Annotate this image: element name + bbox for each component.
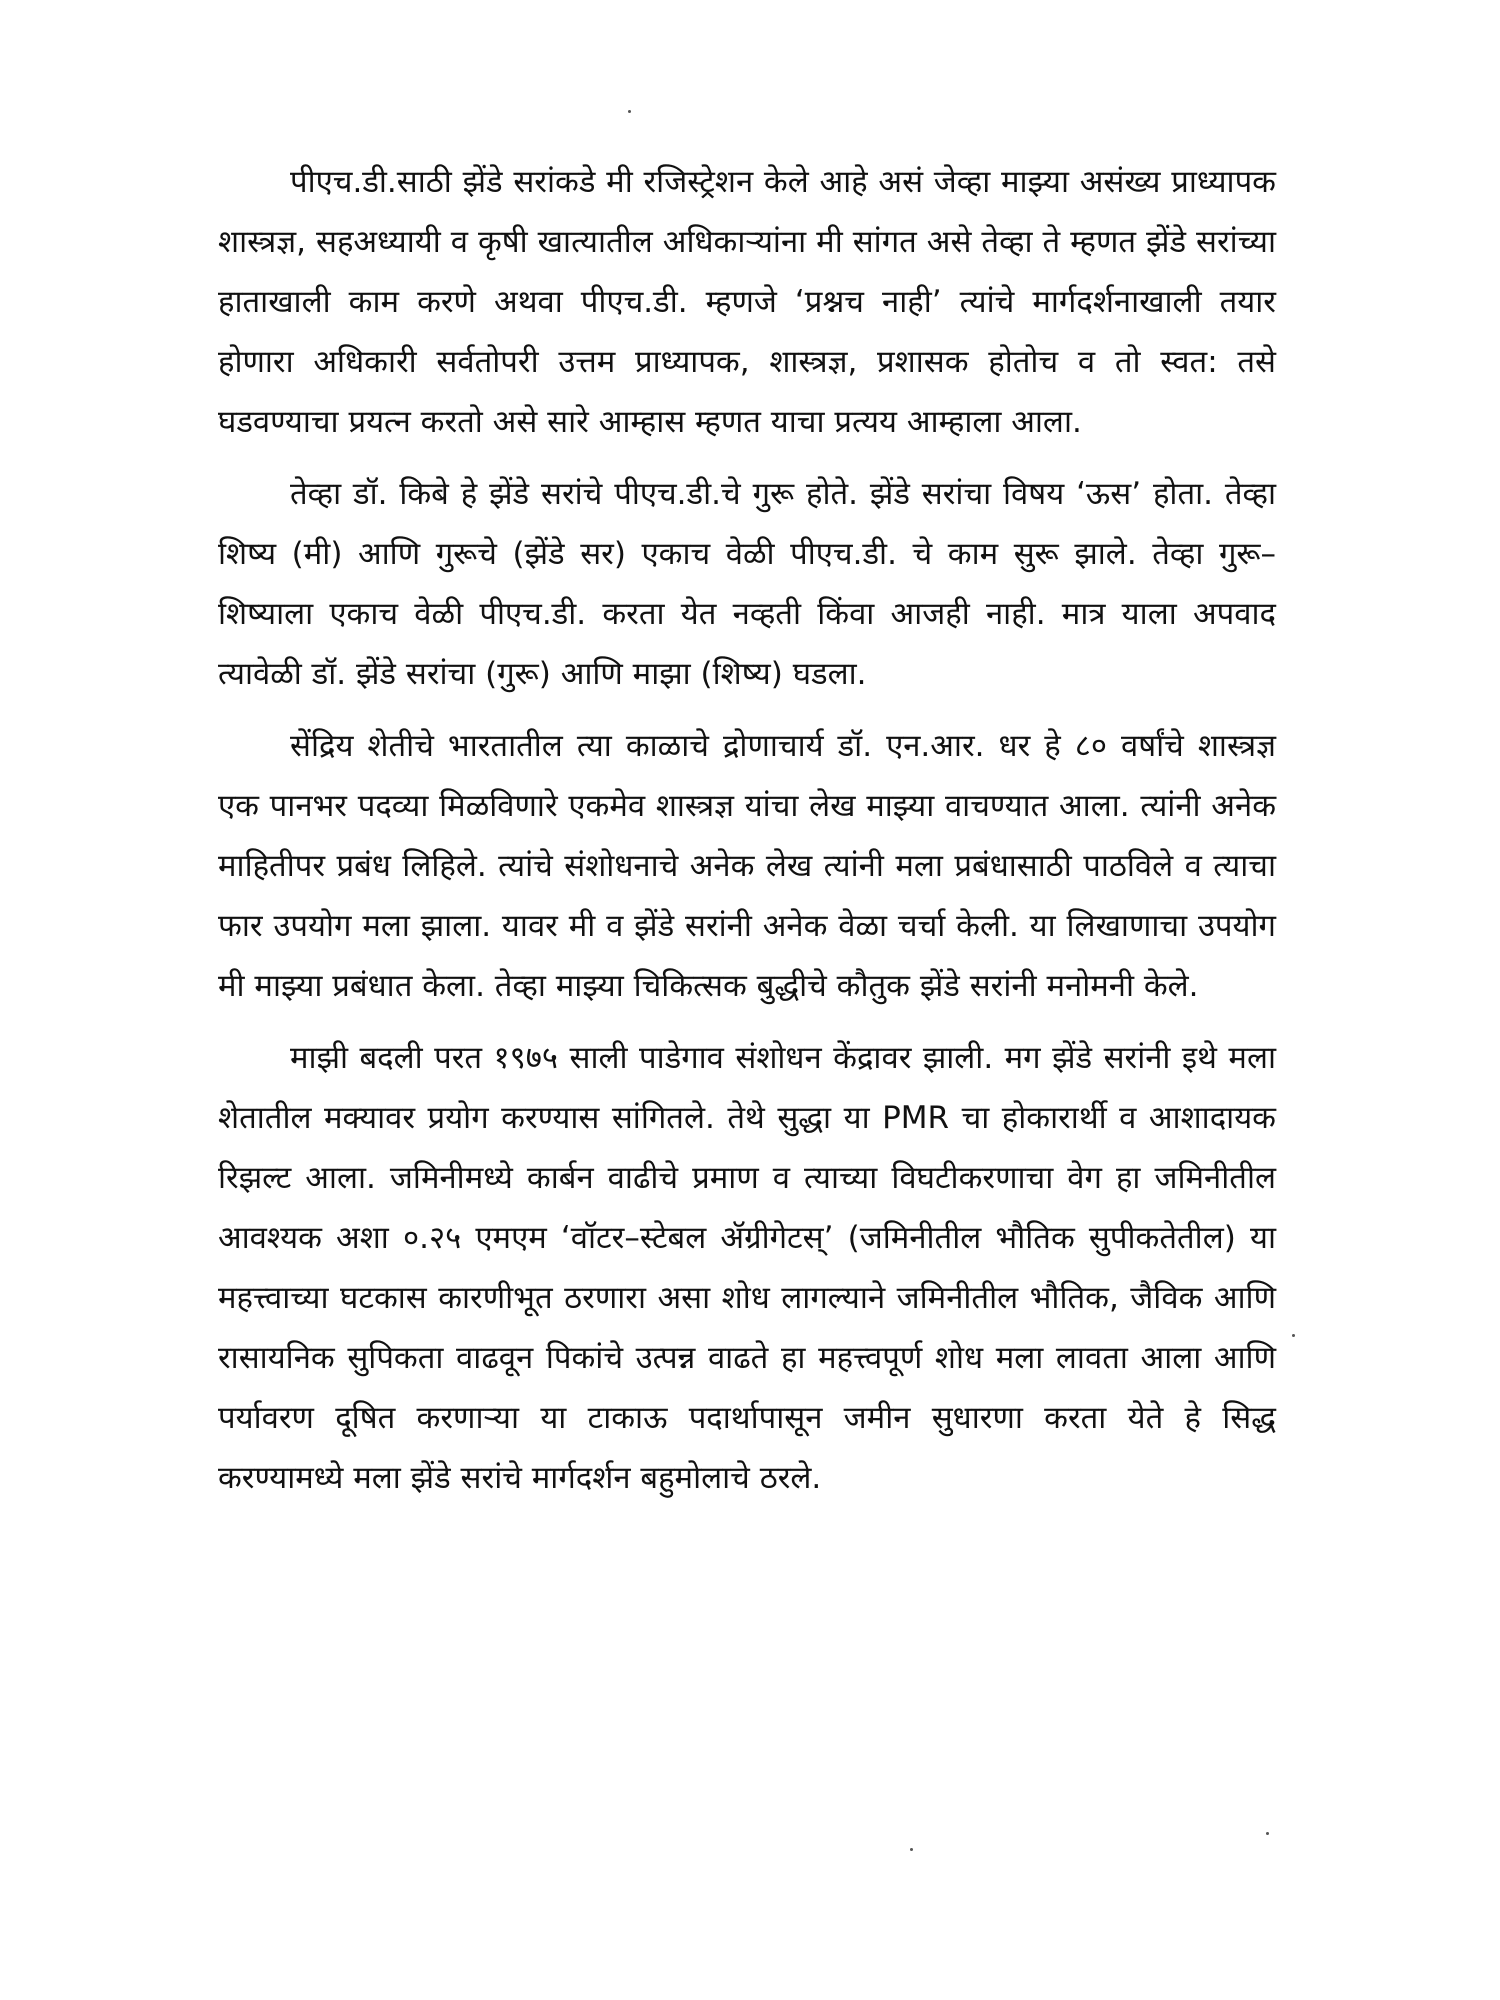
scan-speck: [628, 110, 631, 113]
paragraph-3: सेंद्रिय शेतीचे भारतातील त्या काळाचे द्रोणाचार्य डॉ. एन.आर. धर हे ८० वर्षांचे शास्त्रज्ञ एक पानभर पदव्या मिळविणारे एकमेव शास्त्रज्ञ यांचा लेख माझ्या वाचण्यात आला. त्यांनी अनेक माहितीपर प्रबंध लिहिले. त्यांचे संशोधनाचे अनेक लेख त्यांनी मला प्रबंधासाठी पाठविले व त्याचा फार उपयोग मला झाला. यावर मी व झेंडे सरांनी अनेक वेळा चर्चा केली. या लिखाणाचा उपयोग मी माझ्या प्रबंधात केला. तेव्हा माझ्या चिकित्सक बुद्धीचे कौतुक झेंडे सरांनी मनोमनी केले.: [218, 728, 1276, 1004]
scan-speck: [1266, 1832, 1269, 1835]
scan-speck: [910, 1848, 913, 1851]
paragraph-2: तेव्हा डॉ. किबे हे झेंडे सरांचे पीएच.डी.चे गुरू होते. झेंडे सरांचा विषय ‘ऊस’ होता. तेव्हा शिष्य (मी) आणि गुरूचे (झेंडे सर) एकाच वेळी पीएच.डी. चे काम सुरू झाले. तेव्हा गुरू–शिष्याला एकाच वेळी पीएच.डी. करता येत नव्हती किंवा आजही नाही. मात्र याला अपवाद त्यावेळी डॉ. झेंडे सरांचा (गुरू) आणि माझा (शिष्य) घडला.: [218, 476, 1276, 692]
paragraph-4: माझी बदली परत १९७५ साली पाडेगाव संशोधन केंद्रावर झाली. मग झेंडे सरांनी इथे मला शेतातील मक्यावर प्रयोग करण्यास सांगितले. तेथे सुद्धा या PMR चा होकारार्थी व आशादायक रिझल्ट आला. जमिनीमध्ये कार्बन वाढीचे प्रमाण व त्याच्या विघटीकरणाचा वेग हा जमिनीतील आवश्यक अशा ०.२५ एमएम ‘वॉटर–स्टेबल ॲग्रीगेटस्’ (जमिनीतील भौतिक सुपीकतेतील) या महत्त्वाच्या घटकास कारणीभूत ठरणारा असा शोध लागल्याने जमिनीतील भौतिक, जैविक आणि रासायनिक सुपिकता वाढवून पिकांचे उत्पन्न वाढते हा महत्त्वपूर्ण शोध मला लावता आला आणि पर्यावरण दूषित करणाऱ्या या टाकाऊ पदार्थापासून जमीन सुधारणा करता येते हे सिद्ध करण्यामध्ये मला झेंडे सरांचे मार्गदर्शन बहुमोलाचे ठरले.: [218, 1040, 1276, 1496]
document-body: [218, 152, 1276, 1508]
scan-speck: [1292, 1334, 1295, 1337]
paragraph-1: पीएच.डी.साठी झेंडे सरांकडे मी रजिस्ट्रेशन केले आहे असं जेव्हा माझ्या असंख्य प्राध्यापक शास्त्रज्ञ, सहअध्यायी व कृषी खात्यातील अधिकाऱ्यांना मी सांगत असे तेव्हा ते म्हणत झेंडे सरांच्या हाताखाली काम करणे अथवा पीएच.डी. म्हणजे ‘प्रश्नच नाही’ त्यांचे मार्गदर्शनाखाली तयार होणारा अधिकारी सर्वतोपरी उत्तम प्राध्यापक, शास्त्रज्ञ, प्रशासक होतोच व तो स्वत: तसे घडवण्याचा प्रयत्न करतो असे सारे आम्हास म्हणत याचा प्रत्यय आम्हाला आला.: [218, 164, 1276, 440]
